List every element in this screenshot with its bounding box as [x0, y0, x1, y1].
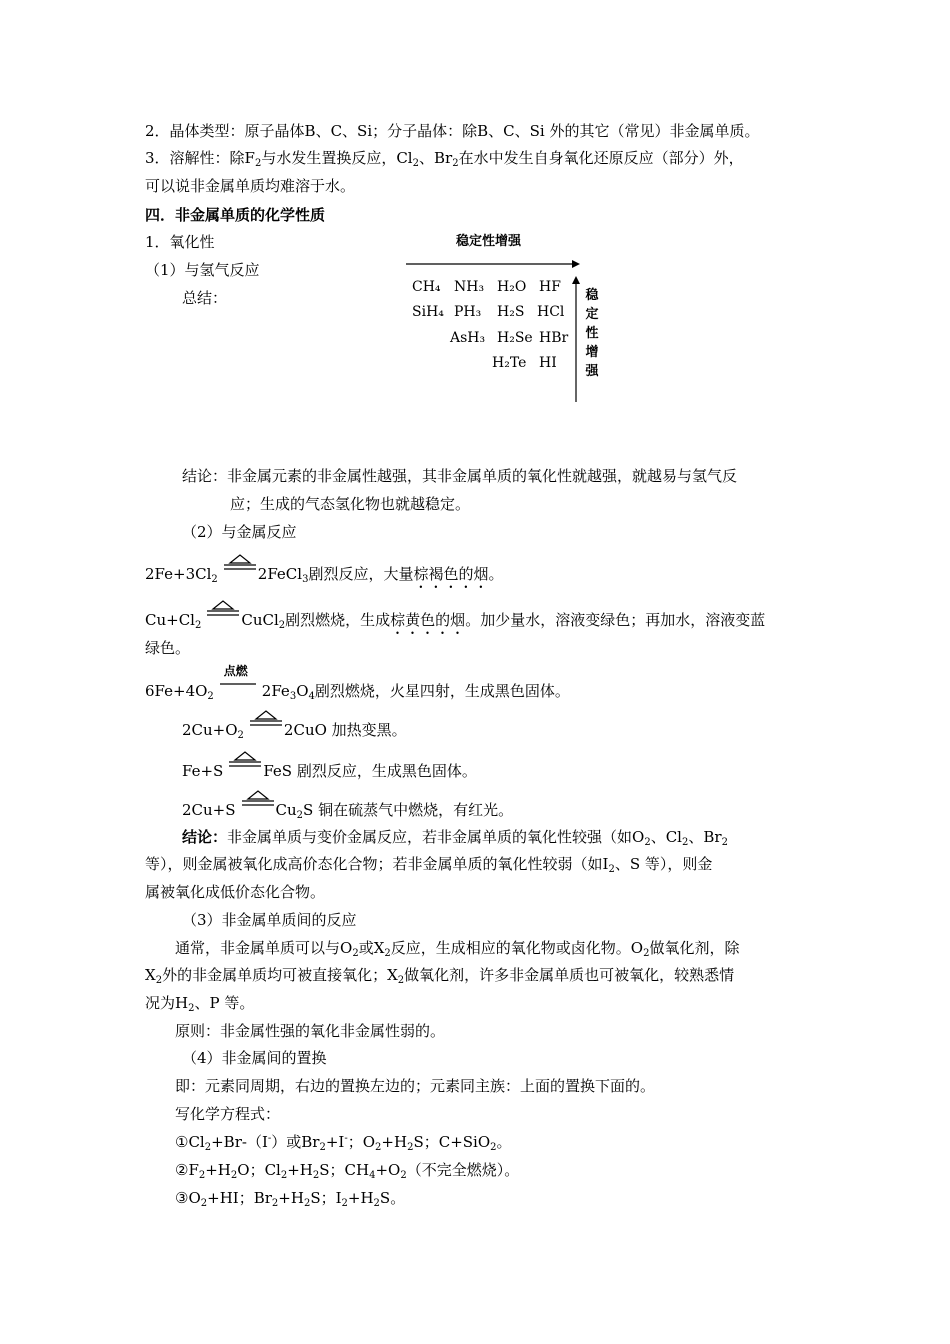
diagram-cell: HI: [539, 355, 557, 371]
crystal-type-line: 2．晶体类型：原子晶体B、C、Si；分子晶体：除B、C、Si 外的其它（常见）非金属单质。: [145, 122, 760, 140]
diagram-vertical-label: 稳 定 性 增 强: [585, 288, 599, 379]
equation-3: $③O_2+HI$；$Br_2+H_2S$；$I_2+H_2S$。: [175, 1189, 406, 1209]
heat-condition-icon: [220, 561, 256, 581]
diagram-cell: HF: [539, 279, 561, 295]
reaction-cu-o: $2Cu+O_2$ 2CuO 加热变黑。: [182, 717, 407, 741]
diagram-cell: H₂S: [497, 304, 525, 320]
equation-1: $①Cl_2+Br-(I^-)$或$Br_2+I^-$；$O_2+H_2S$；C+SiO$_2$。: [175, 1133, 512, 1153]
conclusion-1: 结论：非金属元素的非金属性越强，其非金属单质的氧化性就越强，就越易与氢气反: [182, 467, 738, 485]
heat-condition-icon: [238, 797, 274, 817]
diagram-cell: H₂O: [497, 279, 527, 295]
conclusion-1-cont: 应；生成的气态氢化物也就越稳定。: [230, 495, 471, 513]
diagram-title: 稳定性增强: [456, 234, 522, 249]
solubility-line-2: 可以说非金属单质均难溶于水。: [145, 177, 356, 195]
para-3-line2: $X_2$外的非金属单质均可被直接氧化；$X_2$做氧化剂，许多非金属单质也可被氧化，较熟悉情: [145, 966, 735, 986]
section-heading-4: 四．非金属单质的化学性质: [145, 206, 326, 224]
diagram-cell: CH₄: [412, 279, 441, 295]
para-3-line3: 况为$H_2$、P 等。: [145, 994, 255, 1014]
reaction-fe-cl: $2Fe+3Cl_2$ 2FeCl$_3$剧烈反应，大量棕褐色的烟。: [145, 561, 504, 592]
reaction-cu-s: 2Cu+S $Cu_2S$ 铜在硫蒸气中燃烧，有红光。: [182, 797, 513, 821]
stability-diagram: [404, 228, 614, 408]
solubility-line: 3．溶解性：除$F_2$与水发生置换反应，$Cl_2$、$Br_2$在水中发生自身氧化还原反应（部分）外，: [145, 149, 744, 169]
reaction-fe-s: Fe+S FeS 剧烈反应，生成黑色固体。: [182, 758, 477, 782]
conclusion-2-cont-2: 属被氧化成低价态化合物。: [145, 883, 326, 901]
heat-condition-icon: [225, 758, 261, 778]
subsection-displacement: （4）非金属间的置换: [182, 1049, 327, 1067]
diagram-cell: H₂Se: [497, 330, 533, 346]
reaction-cu-cl-cont: 绿色。: [145, 639, 191, 657]
subsection-nonmetal: （3）非金属单质间的反应: [182, 911, 357, 929]
heat-condition-icon: [203, 607, 239, 627]
equation-2: $②F_2+H_2O$；$Cl_2+H_2S$；$CH_4+O_2$（不完全燃烧）。: [175, 1161, 520, 1181]
reaction-fe-o: $6Fe+4O_2$ 点燃 $2Fe_3O_4$剧烈燃烧，火星四射，生成黑色固体。: [145, 664, 570, 702]
para-3-line1: 通常，非金属单质可以与$O_2$或$X_2$反应，生成相应的氧化物或卤化物。$O_2$做氧化剂，除: [175, 939, 740, 959]
heat-condition-icon: [246, 717, 282, 737]
summary-label: 总结：: [182, 289, 228, 307]
diagram-cell: NH₃: [454, 279, 485, 295]
diagram-cell: PH₃: [454, 304, 482, 320]
write-equations-label: 写化学方程式：: [175, 1105, 281, 1123]
subsection-metal: （2）与金属反应: [182, 523, 297, 541]
ignite-condition: 点燃: [223, 664, 248, 678]
diagram-cell: AsH₃: [450, 330, 486, 346]
conclusion-2-cont: 等），则金属被氧化成高价态化合物；若非金属单质的氧化性较弱（如$I_2$、S 等），则金: [145, 855, 713, 875]
principle-line: 原则：非金属性强的氧化非金属性弱的。: [175, 1022, 446, 1040]
diagram-cell: HBr: [539, 330, 569, 346]
conclusion-2: 结论：非金属单质与变价金属反应，若非金属单质的氧化性较强（如$O_2$、$Cl_2$、$Br_2$: [182, 828, 728, 848]
diagram-cell: SiH₄: [412, 304, 444, 320]
subsection-oxidation: 1．氧化性: [145, 233, 215, 251]
displacement-rule: 即：元素同周期，右边的置换左边的；元素同主族：上面的置换下面的。: [175, 1077, 656, 1095]
reaction-cu-cl: $Cu+Cl_2$ CuCl$_2$剧烈燃烧，生成棕黄色的烟。加少量水，溶液变绿色；再加水，溶液变蓝: [145, 607, 765, 638]
subsection-hydrogen: （1）与氢气反应: [145, 261, 260, 279]
diagram-cell: HCl: [537, 304, 565, 320]
diagram-cell: H₂Te: [492, 355, 527, 371]
